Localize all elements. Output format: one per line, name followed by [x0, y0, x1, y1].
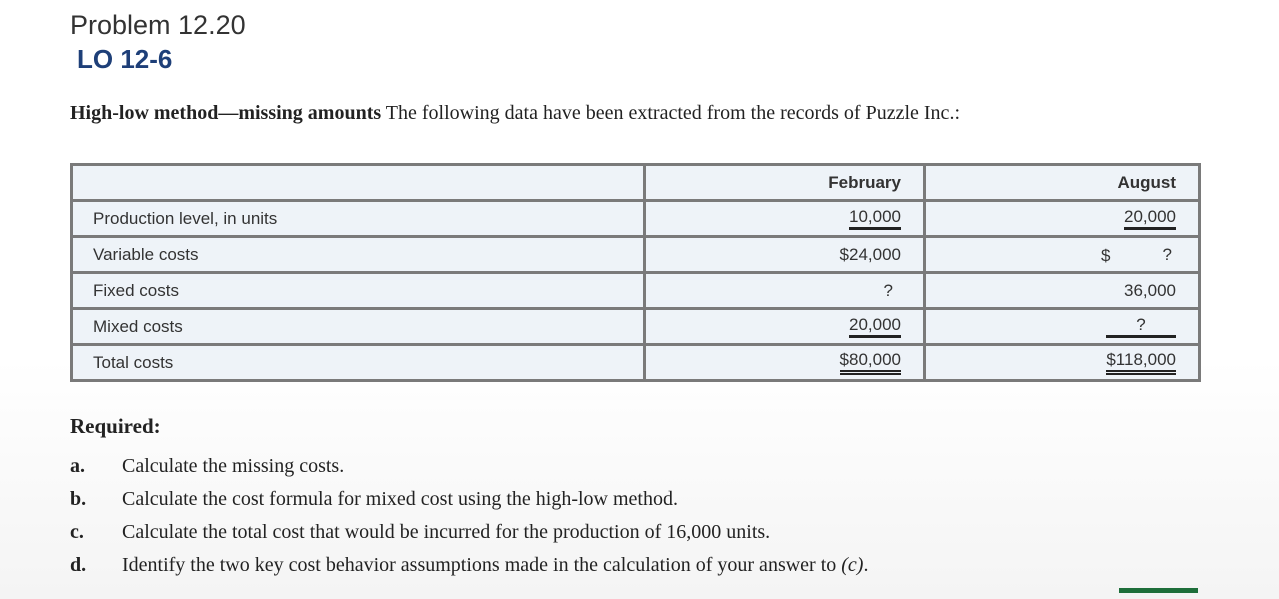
item-text: Identify the two key cost behavior assumptions made in the calculation of your answer to: [122, 554, 842, 576]
cell-august: [925, 237, 1200, 273]
cell-value: ?: [883, 280, 893, 300]
cell-value: 20,000: [849, 315, 901, 338]
table-corner-cell: [72, 165, 645, 201]
required-heading: Required:: [70, 414, 161, 438]
cell-value: $24,000: [839, 244, 901, 264]
table-row: [72, 273, 1200, 309]
cell-value: $118,000: [1106, 350, 1176, 375]
table-row: [72, 201, 1200, 237]
item-text: Calculate the cost formula for mixed cost using the high-low method.: [122, 488, 678, 510]
accent-bar: [1119, 588, 1198, 593]
cell-value: 10,000: [849, 207, 901, 230]
list-item: [70, 521, 770, 544]
cell-february: [645, 201, 925, 237]
cell-value: ?: [1106, 315, 1176, 338]
list-item: [70, 554, 868, 577]
row-label: Production level, in units: [72, 201, 645, 237]
problem-intro: [70, 102, 960, 125]
header-august: August: [925, 165, 1200, 201]
cell-value: $80,000: [840, 350, 901, 375]
item-letter: a.: [70, 455, 85, 477]
table-row: [72, 345, 1200, 381]
intro-heading: High-low method—missing amounts: [70, 102, 382, 124]
cell-august: [925, 273, 1200, 309]
item-letter: c.: [70, 521, 84, 543]
cell-february: [645, 309, 925, 345]
item-text: Calculate the missing costs.: [122, 455, 345, 477]
cell-august: [925, 309, 1200, 345]
cell-february: [645, 345, 925, 381]
row-label: Total costs: [72, 345, 645, 381]
item-letter: d.: [70, 554, 87, 576]
cell-value: ?: [1162, 244, 1172, 264]
item-text: Calculate the total cost that would be incurred for the production of 16,000 units.: [122, 521, 771, 543]
cell-august: [925, 201, 1200, 237]
row-label: Mixed costs: [72, 309, 645, 345]
dollar-sign: $: [1101, 246, 1111, 265]
item-letter: b.: [70, 488, 87, 510]
header-february: February: [645, 165, 925, 201]
row-label: Fixed costs: [72, 273, 645, 309]
row-label: Variable costs: [72, 237, 645, 273]
table-header-row: [72, 165, 1200, 201]
item-reference: (c): [841, 554, 864, 576]
cell-february: [645, 237, 925, 273]
item-end: .: [863, 554, 869, 576]
table-row: [72, 309, 1200, 345]
problem-title: Problem 12.20: [70, 10, 246, 40]
table-row: [72, 237, 1200, 273]
cell-august: [925, 345, 1200, 381]
cell-value: 36,000: [1124, 280, 1176, 300]
cell-february: [645, 273, 925, 309]
cell-value: 20,000: [1124, 207, 1176, 230]
list-item: [70, 488, 678, 511]
cost-data-table: [70, 163, 1201, 382]
list-item: [70, 455, 344, 478]
intro-text: The following data have been extracted from the records of Puzzle Inc.:: [381, 102, 960, 124]
learning-objective-label: LO 12-6: [77, 44, 173, 74]
